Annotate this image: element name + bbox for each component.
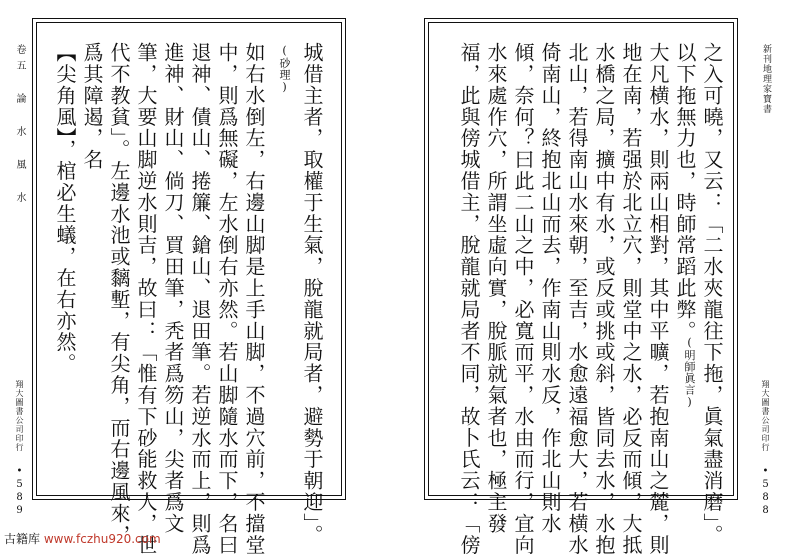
right-page: [418, 18, 790, 556]
site-name: 古籍库: [4, 532, 41, 546]
left-page-number: •589: [14, 466, 25, 518]
text-column: 倚南山，終抱北山而去，作南山則水反，作北山則水: [538, 42, 562, 535]
source-annotation: (明師眞言): [683, 336, 696, 409]
text-column: 代不教貧」。左邊水池或黐塹，有尖角，而右邊風來，: [107, 42, 131, 546]
text-column: 進神、財山、倘刀、買田筆，秃者爲笏山，尖者爲文: [161, 42, 185, 535]
watermark-footer: [4, 530, 161, 547]
text-column: 大凡横水，則兩山相對，其中平曠，若抱南山之麓，則: [646, 42, 670, 556]
text-column: 水來處作穴，所謂坐虛向實，脫脈就氣者也，極主發: [484, 42, 508, 535]
text-column: 地在南，若强於北立穴，則堂中之水，必反而傾，大抵: [619, 42, 643, 556]
right-publisher-mark: 翔大圖書公司印行: [761, 380, 770, 452]
text-column: 中，則爲無礙，左水倒右亦然。若山脚隨水而下，名曰: [215, 42, 239, 556]
text-column: 城借主者，取權于生氣，脫龍就局者，避勢于朝迎」。: [300, 42, 324, 546]
left-publisher-mark: 翔大圖書公司印行: [15, 380, 24, 452]
text-column: 傾，奈何？曰此二山之中，必寬而平，水由而行，宜向: [511, 42, 535, 556]
text-column: 北山，若得南山水來朝，至吉，水愈遠福愈大，若横水: [565, 42, 589, 556]
text-column: 如右水倒左，右邊山脚是上手山脚，不過穴前，不擋堂: [242, 42, 266, 556]
text-column-term: 【尖角風】，棺必生蟻，在右亦然。: [53, 42, 77, 375]
text-column: 退神、債山、捲簾、鎗山、退田筆。若逆水而上，則爲: [188, 42, 212, 556]
text-column: 福，此與傍城借主，脫龍就局者不同，故卜氏云：「傍: [457, 42, 481, 556]
text-column: 之入可曉，又云：「二水夾龍往下拖，眞氣盡消磨」。: [700, 42, 724, 546]
section-note: (砂理): [278, 44, 291, 94]
text-column: 以下拖無力也，時師常蹈此弊。: [673, 42, 697, 342]
right-page-number: •588: [760, 466, 771, 518]
text-column: 水橋之局，擴中有水，或反或挑或斜，皆同去水，水抱: [592, 42, 616, 556]
text-column: 筆，大要山脚逆水則吉，故曰：「惟有下砂能救人，世: [134, 42, 158, 556]
text-column: 爲其障遏，名: [80, 42, 104, 171]
chapter-heading: 卷五 論 水 風 水: [14, 44, 25, 208]
site-url-link[interactable]: www.fczhu920.com: [43, 532, 161, 546]
book-title: 新刊地理家寶書: [761, 44, 771, 114]
